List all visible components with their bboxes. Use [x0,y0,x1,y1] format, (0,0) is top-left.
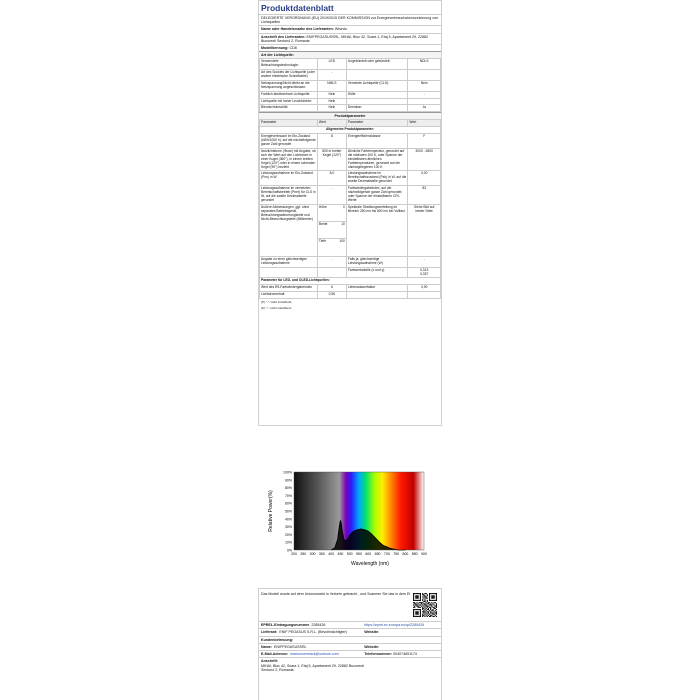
name-row: Name: ENIFPEGASUSSRL Website: [259,643,441,650]
param-value: Nein [317,98,346,105]
supplier-row: Lieferant: ENIF PEGASUS S.R.L. (Bevollmächtigter) Website: [259,628,441,635]
param-value: Nein [317,91,346,98]
y-tick-label: 80% [284,486,292,491]
service-row: Kundenbetreuung: [259,636,441,643]
general-row [260,171,441,186]
registration-sheet [258,588,442,700]
address-row: Anschrift: MIHAI, Bloc 42, Scara 1, Etaj 5, Apartament 29, 22882 Bucuresti Sectorul 2, Romania [259,657,441,673]
param-value: 8,0 [317,171,346,186]
general-params-heading: Allgemeine Produktparameter: [260,127,441,134]
supplier-address-label: Anschrift des Lieferanten: [261,34,306,39]
param-label: Lichtquelle mit hoher Leuchtdichte: [260,98,318,105]
param-label: Netzspannung/Nicht direkt an die Netzspannung angeschlossen: [260,80,318,91]
y-tick-label: 90% [284,478,292,483]
x-tick-label: 200 [291,552,297,556]
x-tick-label: 500 [346,552,353,556]
type-row [260,98,441,105]
general-row [260,186,441,205]
y-tick-label: 70% [284,493,292,498]
param-value: LED [317,59,346,70]
x-tick-label: 350 [318,552,325,556]
type-row [260,91,441,98]
spectral-label: Spektrale Strahlungsverteilung im Bereich 250 nm bis 800 nm bei Volllast [346,204,408,256]
y-tick-label: 10% [284,540,292,545]
equivalent-label: Angabe zu einer gleichwertigen Leistungsaufnahme [260,256,318,267]
supplier-address [259,33,441,44]
x-tick-label: 750 [393,552,400,556]
footnote: (b) "-": nicht zutreffend; [261,306,292,311]
param-label: Verwendete Beleuchtungstechnologie: [260,59,318,70]
param-value: F [408,134,441,149]
param-value: 800 in breiter Kegel (120°) [317,148,346,171]
maintenance-label: Lichtstromerhalt [260,292,318,299]
param-value: Nein [408,80,441,91]
supplier-address-value: ENIFPEGASUSSRL, MIHAI, Bloc 42, Scara 1, Etaj 5, Apartament 29, 22882 Bucuresti Sectorul 2, Romania [261,34,428,43]
param-value: 8 [317,134,346,149]
param-label: Energieverbrauch im Ein-Zustand (kWh/1000 h), auf die nächstfolgende ganze Zahl gerundet [260,134,318,149]
param-label: Vernetzte Lichtquelle (CLS): [346,80,408,91]
y-tick-label: 50% [284,509,292,514]
x-tick-label: 900 [421,552,427,556]
x-tick-label: 700 [383,552,390,556]
type-row [260,59,441,70]
survival-value: 0,90 [408,285,441,292]
x-tick-label: 650 [374,552,381,556]
param-label [346,98,408,105]
param-label: Nutzlichtstrom (Φuse) mit Angabe, ob sich der Wert auf den Lichtstrom in einer Kugel (360°), in einem breiten Kegel (120°) oder in einem schmalen Kegel (90°) bezieht [260,148,318,171]
x-tick-label: 600 [365,552,372,556]
param-label: Ungebündelt oder gebündelt: [346,59,408,70]
maintenance-value: 0,96 [317,292,346,299]
spectral-chart-svg [264,458,436,568]
x-tick-label: 450 [337,552,344,556]
param-label: Energieeffizienzklasse [346,134,408,149]
param-header: Parameter [260,120,318,127]
param-label: Leistungsaufnahme im Ein-Zustand (Pon) in W [260,171,318,186]
registration-text: Das Modell wurde auf dem Unionsmarkt in Verkehr gebracht , und Scannen Sie das in dem EI [261,592,411,596]
y-tick-label: 40% [284,517,292,522]
value-header: Wert [317,120,346,127]
param-header: Parameter [346,120,408,127]
y-axis-label: Relative Power(%) [268,490,274,532]
r9-label: Wert des R9-Farbwiedergabeindex [260,285,318,292]
equivalent-power-value: - [408,256,441,267]
dimension-row: Tiefe 100 [317,239,346,256]
param-value [408,98,441,105]
chromaticity-label: Farbwertanteile (x und y) [346,267,408,278]
y-tick-label: 20% [284,532,292,537]
eprel-link[interactable]: https://eprel.ec.europa.eu/qr/2285426 [364,623,425,627]
model-id [259,44,441,51]
dimension-row: Breite 10 [317,222,346,239]
eprel-row: EPREL-Eintragungsnummer 2285426 https://eprel.ec.europa.eu/qr/2285426 [259,621,441,628]
dimensions-label: Äußere Abmessungen, ggf. ohne separates Betriebsgerät, Beleuchtungssteuerungsteile und Nicht-Beleuchtungsteile (Millimeter) [260,204,318,256]
light-source-type-table [259,58,441,112]
param-value: Nein [317,105,346,112]
general-row [260,134,441,149]
x-tick-label: 550 [356,552,362,556]
param-label: Blendschutzschild: [260,105,318,112]
model-value: CD8 [289,46,297,51]
product-datasheet [258,0,442,426]
email-link[interactable]: mariowoermack@outlook.com [290,652,339,657]
param-value: 0,00 [408,171,441,186]
equivalent-power-label: Falls ja, gleichwertige Leistungsaufnahme (W) [346,256,408,267]
type-row [260,105,441,112]
led-params-heading: Parameter für LED- und OLED-Lichtquellen: [260,278,441,285]
page-title: Produktdatenblatt [261,3,334,13]
x-tick-label: 250 [300,552,307,556]
param-label: Art des Sockels der Lichtquelle (oder andere elektrische Schnittstelle) [260,70,318,81]
param-value: Ja [408,105,441,112]
equivalent-value: - [317,256,346,267]
r9-value: 6 [317,285,346,292]
general-row [260,148,441,171]
chromaticity-value: 0,313 0,337 [408,267,441,278]
y-tick-label: 60% [284,501,292,506]
x-tick-label: 300 [309,552,316,556]
param-label: Farbiich abstimmbare Lichtquelle: [260,91,318,98]
survival-label: Lebensdauerfaktor [346,285,408,292]
param-label: Dimmbar: [346,105,408,112]
x-tick-label: 400 [328,552,335,556]
supplier-name [259,25,441,32]
type-row [260,80,441,91]
param-value: 3000 - 6500 [408,148,441,171]
param-value: - [317,186,346,205]
param-label: Farbwiedergabeindex, auf die nächstfolgende ganze Zahl gerundet, oder Spanne der einstellbaren CRI-Werte [346,186,408,205]
dimension-row: Höhe 0 [317,204,346,221]
param-value: NMLS [317,80,346,91]
y-tick-label: 0% [286,548,292,553]
param-value: 83 [408,186,441,205]
param-label: Ähnliche Farbtemperatur, gerundet auf die nächsten 100 K, oder Spanne der einstellbaren ähnlichen Farbtemperaturen, gerundet auf die nächstgelegenen 100 K [346,148,408,171]
regulation-intro: DELEGIERTE VERORDNUNG (EU) 2019/2015 DER KOMMISSION zur Energieverbrauchskennzeichnung von Lichtquellen [259,14,441,25]
param-label: Leistungsaufnahme im Bereitschaftszustand (Psb) in W, auf die zweite Dezimalstelle gerundet [346,171,408,186]
supplier-name-value: Wisedo [334,27,347,32]
param-label [346,70,408,81]
light-source-type-heading: Art der Lichtquelle: [259,51,441,58]
model-label: Modellkennung: [261,46,289,51]
email-row: E-Mail-Adresse: mariowoermack@outlook.com Telefonnummer: 004074651174 [259,650,441,657]
footnote: (P) "-": nicht zutreffend; [261,300,292,305]
y-tick-label: 100% [283,470,292,475]
spectral-value: Siehe Bild auf letzter Seite [408,204,441,256]
x-tick-label: 850 [411,552,418,556]
param-value: NDLS [408,59,441,70]
y-tick-label: 30% [284,525,292,530]
param-value: - [317,70,346,81]
x-axis-label: Wavelength (nm) [351,561,389,567]
qr-code-icon [413,593,437,617]
param-value: - [408,91,441,98]
supplier-name-label: Name oder Handelsmarke des Lieferanten: [261,27,334,32]
x-tick-label: 800 [402,552,409,556]
param-label: Leistungsaufnahme im vernetzten Bereitschaftsbetrieb (Pnet) für CLS in W, auf die zweite Dezimalstelle gerundet [260,186,318,205]
params-table [259,119,441,299]
params-heading: Produktparameter [259,112,441,119]
param-label: Hülle: [346,91,408,98]
value-header: Wert [408,120,441,127]
spectral-chart [264,458,436,568]
type-row [260,70,441,81]
registration-header [259,589,441,621]
param-value [408,70,441,81]
